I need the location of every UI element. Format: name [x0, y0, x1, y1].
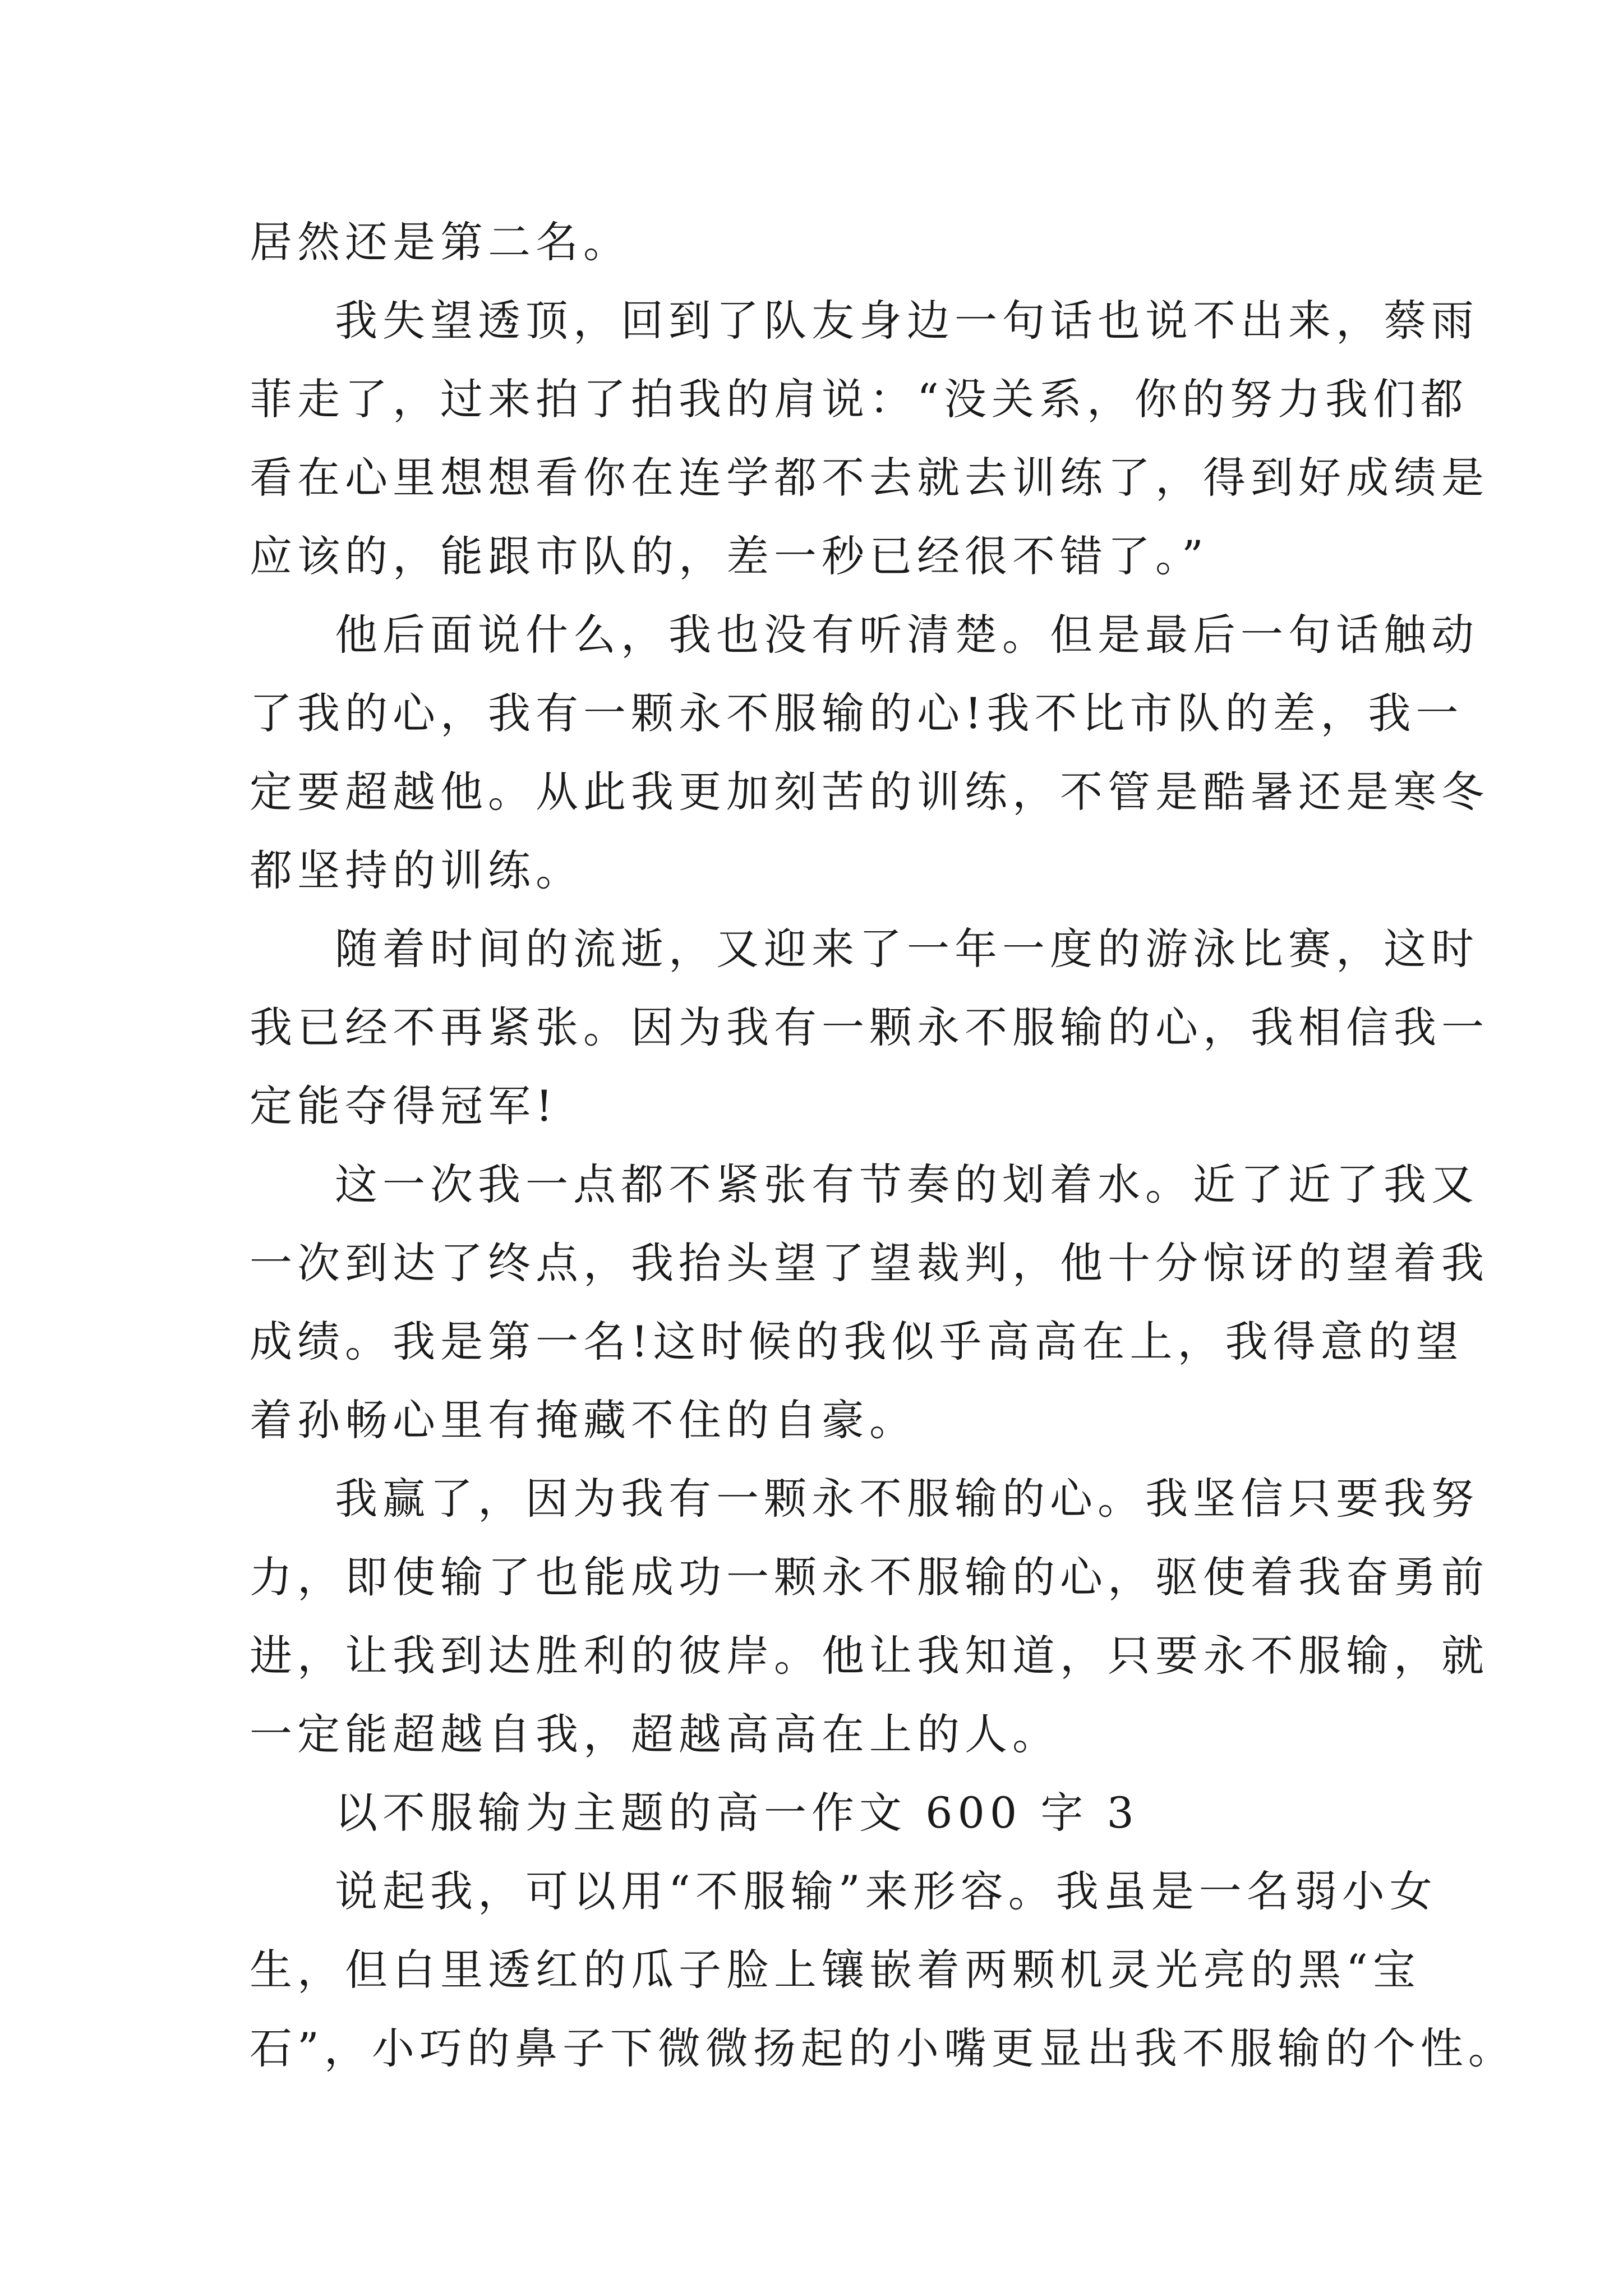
text-line: 菲走了，过来拍了拍我的肩说：“没关系，你的努力我们都 [250, 374, 1468, 424]
text-line: 一次到达了终点，我抬头望了望裁判，他十分惊讶的望着我 [250, 1238, 1489, 1288]
text-line: 看在心里想想看你在连学都不去就去训练了，得到好成绩是 [250, 453, 1489, 503]
essay-text [250, 203, 1516, 2088]
text-line: 随着时间的流逝，又迎来了一年一度的游泳比赛，这时 [335, 924, 1479, 974]
text-line: 了我的心，我有一颗永不服输的心!我不比市队的差，我一 [250, 688, 1464, 738]
text-line: 石”，小巧的鼻子下微微扬起的小嘴更显出我不服输的个性。 [250, 2023, 1516, 2073]
text-line: 着孙畅心里有掩藏不住的自豪。 [250, 1395, 917, 1445]
text-line: 应该的，能跟市队的，差一秒已经很不错了。” [250, 531, 1209, 581]
text-line: 定要超越他。从此我更加刻苦的训练，不管是酷暑还是寒冬 [250, 767, 1489, 817]
text-line: 居然还是第二名。 [250, 217, 631, 267]
section-heading: 以不服输为主题的高一作文 600 字 3 [335, 1788, 1139, 1838]
text-line: 我失望透顶，回到了队友身边一句话也说不出来，蔡雨 [335, 296, 1479, 346]
text-line: 进，让我到达胜利的彼岸。他让我知道，只要永不服输，就 [250, 1631, 1489, 1681]
text-line: 都坚持的训练。 [250, 845, 583, 895]
text-line: 定能夺得冠军! [250, 1081, 558, 1131]
text-line: 力，即使输了也能成功一颗永不服输的心，驱使着我奋勇前 [250, 1552, 1489, 1602]
text-line: 说起我，可以用“不服输”来形容。我虽是一名弱小女 [335, 1866, 1437, 1916]
text-line: 生，但白里透红的瓜子脸上镶嵌着两颗机灵光亮的黑“宝 [250, 1945, 1421, 1995]
text-line: 他后面说什么，我也没有听清楚。但是最后一句话触动 [335, 610, 1479, 660]
text-line: 我赢了，因为我有一颗永不服输的心。我坚信只要我努 [335, 1474, 1479, 1524]
text-line: 这一次我一点都不紧张有节奏的划着水。近了近了我又 [335, 1159, 1479, 1209]
text-line: 一定能超越自我，超越高高在上的人。 [250, 1709, 1060, 1759]
text-line: 我已经不再紧张。因为我有一颗永不服输的心，我相信我一 [250, 1002, 1489, 1052]
text-line: 成绩。我是第一名!这时候的我似乎高高在上，我得意的望 [250, 1317, 1464, 1366]
